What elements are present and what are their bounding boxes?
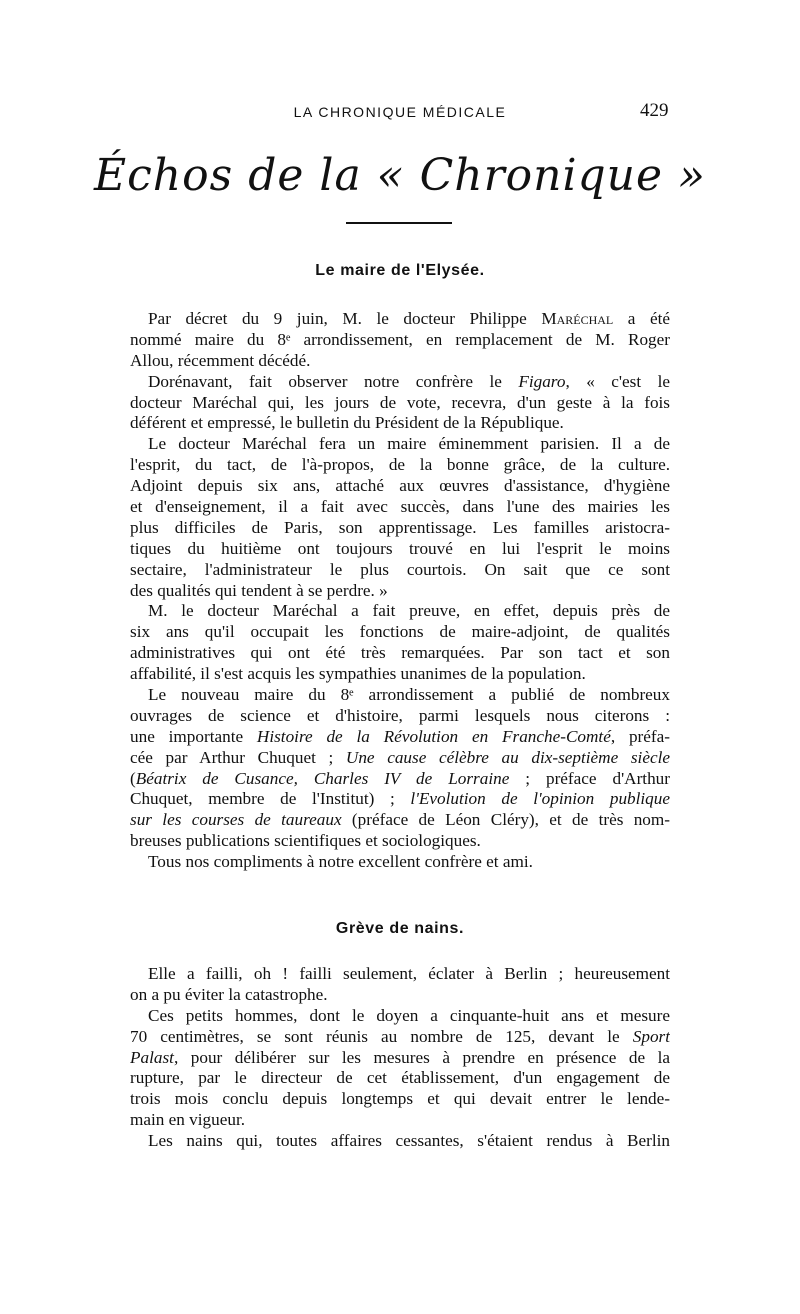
running-title: LA CHRONIQUE MÉDICALE: [293, 104, 507, 120]
article-heading-greve: Grève de nains.: [335, 920, 465, 937]
text-line: tiques du huitième ont toujours trouvé en lui l'esprit le moins: [130, 538, 670, 558]
text-line: breuses publications scientifiques et sociologiques.: [130, 831, 481, 851]
text-line: l'esprit, du tact, de l'à-propos, de la bonne grâce, de la culture.: [130, 455, 670, 475]
text-line: une importante Histoire de la Révolution en Franche-Comté, préfa-: [130, 726, 670, 746]
text-line: Par décret du 9 juin, M. le docteur Philippe Maréchal a été: [148, 309, 670, 328]
article-heading-maire: Le maire de l'Elysée.: [315, 262, 485, 279]
text-line: on a pu éviter la catastrophe.: [130, 984, 328, 1004]
text-line: affabilité, il s'est acquis les sympathies unanimes de la population.: [130, 664, 586, 684]
text-line: cée par Arthur Chuquet ; Une cause célèbre au dix-septième siècle: [130, 747, 670, 767]
text-line: rupture, par le directeur de cet établissement, d'un engagement de: [130, 1068, 670, 1088]
page-number: 429: [640, 100, 669, 121]
text-line: Les nains qui, toutes affaires cessantes, s'étaient rendus à Berlin: [148, 1131, 670, 1151]
text-line: Chuquet, membre de l'Institut) ; l'Evolution de l'opinion publique: [130, 789, 670, 809]
text-line: Adjoint depuis six ans, attaché aux œuvres d'assistance, d'hygiène: [130, 476, 670, 496]
text-line: des qualités qui tendent à se perdre. »: [130, 580, 388, 600]
text-line: Elle a failli, oh ! failli seulement, éclater à Berlin ; heureusement: [148, 964, 670, 983]
text-line: ouvrages de science et d'histoire, parmi lesquels nous citerons :: [130, 705, 670, 725]
text-line: trois mois conclu depuis longtemps et qui devait entrer le lende-: [130, 1089, 670, 1109]
text-line: Le nouveau maire du 8ᵉ arrondissement a publié de nombreux: [148, 685, 670, 705]
title-divider: [346, 222, 452, 224]
text-line: M. le docteur Maréchal a fait preuve, en effet, depuis près de: [148, 601, 670, 621]
text-line: six ans qu'il occupait les fonctions de maire-adjoint, de qualités: [130, 622, 670, 642]
text-line: déférent et empressé, le bulletin du Président de la République.: [130, 413, 564, 433]
text-line: nommé maire du 8ᵉ arrondissement, en remplacement de M. Roger: [130, 329, 670, 349]
section-title: Échos de la « Chronique »: [94, 150, 706, 201]
text-line: plus difficiles de Paris, son apprentissage. Les familles aristocra-: [130, 517, 670, 537]
text-line: docteur Maréchal qui, les jours de vote, recevra, d'un geste à la fois: [130, 392, 670, 412]
text-line: 70 centimètres, se sont réunis au nombre de 125, devant le Sport: [130, 1026, 670, 1046]
text-line: Tous nos compliments à notre excellent confrère et ami.: [148, 852, 533, 872]
text-line: Le docteur Maréchal fera un maire éminemment parisien. Il a de: [148, 434, 670, 454]
text-line: sur les courses de taureaux (préface de Léon Cléry), et de très nom-: [130, 810, 670, 830]
text-line: Palast, pour délibérer sur les mesures à prendre en présence de la: [130, 1047, 670, 1067]
text-line: Ces petits hommes, dont le doyen a cinquante-huit ans et mesure: [148, 1005, 670, 1025]
text-line: sectaire, l'administrateur le plus courtois. On sait que ce sont: [130, 559, 670, 579]
text-line: et d'enseignement, il a fait avec succès, dans l'une des mairies les: [130, 497, 670, 517]
article-body-greve: [130, 964, 670, 1152]
text-line: main en vigueur.: [130, 1110, 246, 1130]
text-line: Allou, récemment décédé.: [130, 350, 311, 370]
text-line: administratives qui ont été très remarquées. Par son tact et son: [130, 643, 670, 663]
text-line: (Béatrix de Cusance, Charles IV de Lorraine ; préface d'Arthur: [130, 768, 670, 788]
article-body-maire: [130, 309, 670, 873]
text-line: Dorénavant, fait observer notre confrère le Figaro, « c'est le: [148, 371, 670, 391]
